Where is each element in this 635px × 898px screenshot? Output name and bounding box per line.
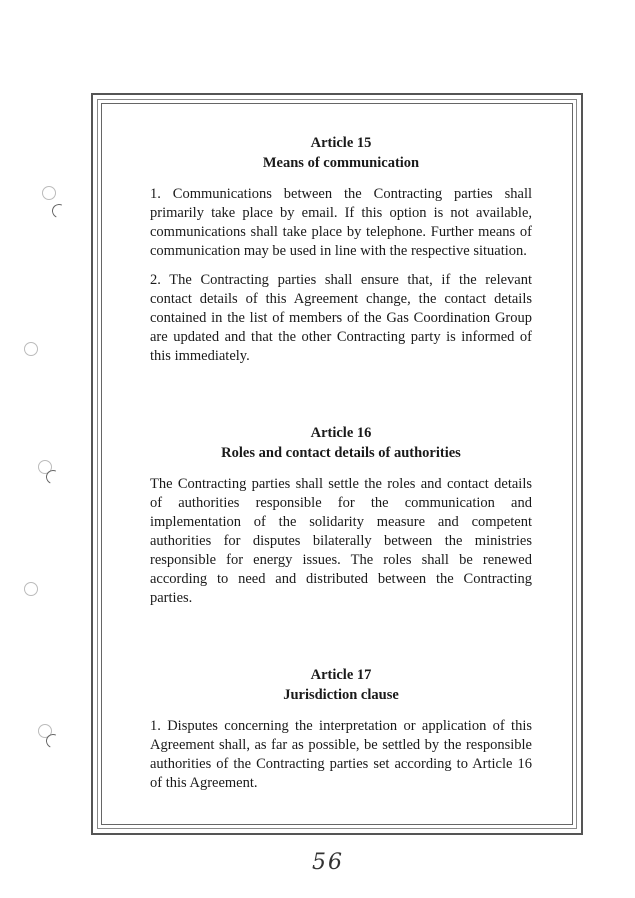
article-paragraph: 2. The Contracting parties shall ensure that, if the relevant contact details of this Agreement change, the contact details contained in the list of members of the Gas Coordination Group are updated and that the other Contracting party is informed of this immediately. [150, 272, 532, 364]
article-number: Article 17 [310, 667, 372, 683]
article-title: Jurisdiction clause [283, 687, 399, 703]
article-title: Means of communication [262, 155, 420, 171]
article-number: Article 15 [310, 135, 372, 151]
article-16 [150, 423, 532, 608]
article-number: Article 16 [310, 425, 372, 441]
article-paragraph: 1. Communications between the Contracting parties shall primarily take place by email. If this option is not available, communications shall take place by telephone. Further means of communication may be used in line with the respective situation. [150, 186, 532, 259]
punch-hole [24, 582, 38, 596]
punch-hole [42, 186, 56, 200]
document-body [150, 133, 532, 793]
article-title: Roles and contact details of authorities [221, 445, 461, 461]
article-paragraph: 1. Disputes concerning the interpretation or application of this Agreement shall, as far as possible, be settled by the responsible authorities of the Contracting parties set according to Article 16 of this Agreement. [150, 718, 532, 791]
article-paragraph: The Contracting parties shall settle the roles and contact details of authorities responsible for the communication and implementation of the solidarity measure and competent authorities for disputes bilaterally between the ministries responsible for energy issues. The roles shall be renewed according to need and distributed between the Contracting parties. [150, 476, 532, 606]
article-15 [150, 133, 532, 366]
article-17 [150, 665, 532, 793]
page-number: 56 [312, 850, 344, 875]
punch-hole [24, 342, 38, 356]
punch-hole-mark [50, 202, 68, 220]
